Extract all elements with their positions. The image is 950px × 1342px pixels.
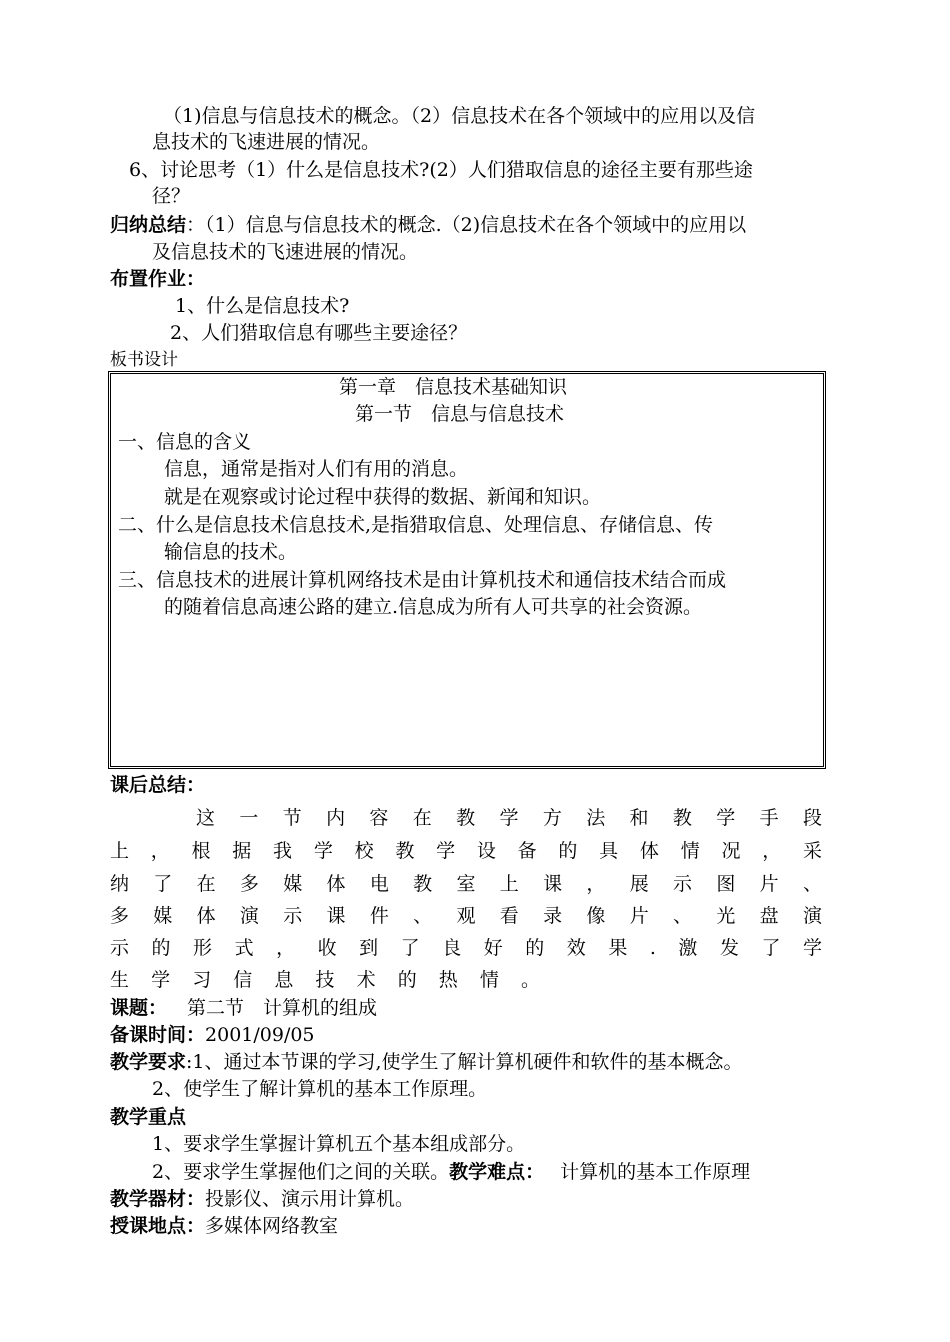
- board-label: 板书设计: [110, 350, 178, 370]
- requirement-label: 教学要求: [110, 1051, 187, 1073]
- board-section: 第一节 信息与信息技术: [355, 403, 565, 425]
- homework-item: 1、什么是信息技术?: [175, 295, 350, 317]
- summary-label: 归纳总结: [110, 214, 187, 236]
- text-line: （1)信息与信息技术的概念。（2）信息技术在各个领域中的应用以及信: [163, 105, 756, 127]
- time-line: [110, 1022, 315, 1048]
- equipment-line: [110, 1186, 414, 1212]
- after-paragraph-line: 这一节内容在教学方法和教学手段: [196, 807, 822, 829]
- board-item: 一、信息的含义: [118, 431, 252, 453]
- after-paragraph-line: 示的形式，收到了良好的效果.激发了学: [110, 937, 822, 959]
- summary-line: [110, 212, 746, 238]
- board-item: 的随着信息高速公路的建立.信息成为所有人可共享的社会资源。: [164, 596, 703, 618]
- after-paragraph-line: 生学习信息技术的热情。: [110, 969, 540, 991]
- homework-item: 2、人们猎取信息有哪些主要途径？: [170, 322, 468, 344]
- board-item: 就是在观察或讨论过程中获得的数据、新闻和知识。: [164, 486, 602, 508]
- homework-label: 布置作业：: [110, 268, 206, 290]
- focus-label: 教学重点: [110, 1106, 187, 1128]
- board-chapter: 第一章 信息技术基础知识: [339, 376, 568, 398]
- board-item: 三、信息技术的进展计算机网络技术是由计算机技术和通信技术结合而成: [118, 569, 727, 591]
- board-item: 信息，通常是指对人们有用的消息。: [164, 458, 469, 480]
- board-item: 输信息的技术。: [164, 541, 298, 563]
- topic-value: 第二节 计算机的组成: [187, 997, 378, 1019]
- focus-item: 1、要求学生掌握计算机五个基本组成部分。: [152, 1133, 526, 1155]
- topic-line: [110, 995, 377, 1021]
- difficulty-label: 教学难点：: [449, 1161, 545, 1183]
- requirement-item: 2、使学生了解计算机的基本工作原理。: [152, 1078, 488, 1100]
- summary-text: （1）信息与信息技术的概念.（2)信息技术在各个领域中的应用以: [205, 214, 747, 236]
- place-line: [110, 1213, 338, 1239]
- place-value: 多媒体网络教室: [205, 1215, 339, 1237]
- equipment-value: 投影仪、演示用计算机。: [205, 1188, 415, 1210]
- equipment-label: 教学器材：: [110, 1188, 206, 1210]
- time-label: 备课时间：: [110, 1024, 206, 1046]
- place-label: 授课地点：: [110, 1215, 206, 1237]
- after-paragraph-line: 多媒体演示课件、观看录像片、光盘演: [110, 905, 822, 927]
- requirement-line: [110, 1049, 743, 1075]
- difficulty-value: 计算机的基本工作原理: [560, 1161, 751, 1183]
- after-paragraph-line: 上，根据我学校教学设备的具体情况，采: [110, 840, 822, 862]
- board-item: 二、什么是信息技术信息技术,是指猎取信息、处理信息、存储信息、传: [118, 514, 714, 536]
- after-paragraph-line: 纳了在多媒体电教室上课，展示图片、: [110, 873, 822, 895]
- time-value: 2001/09/05: [205, 1024, 315, 1046]
- after-label: 课后总结：: [110, 774, 206, 796]
- requirement-value: :1、通过本节课的学习,使学生了解计算机硬件和软件的基本概念。: [186, 1051, 743, 1073]
- text-line: 6、讨论思考（1）什么是信息技术?(2）人们猎取信息的途径主要有那些途: [129, 159, 753, 181]
- text-line: 息技术的飞速进展的情况。: [152, 131, 381, 153]
- focus-line: [152, 1159, 750, 1185]
- text-line: 及信息技术的飞速进展的情况。: [152, 241, 419, 263]
- topic-label: 课题：: [110, 997, 168, 1019]
- text-line: 径？: [152, 185, 191, 207]
- summary-colon: ：: [186, 214, 206, 236]
- focus-item: 2、要求学生掌握他们之间的关联。: [152, 1161, 450, 1183]
